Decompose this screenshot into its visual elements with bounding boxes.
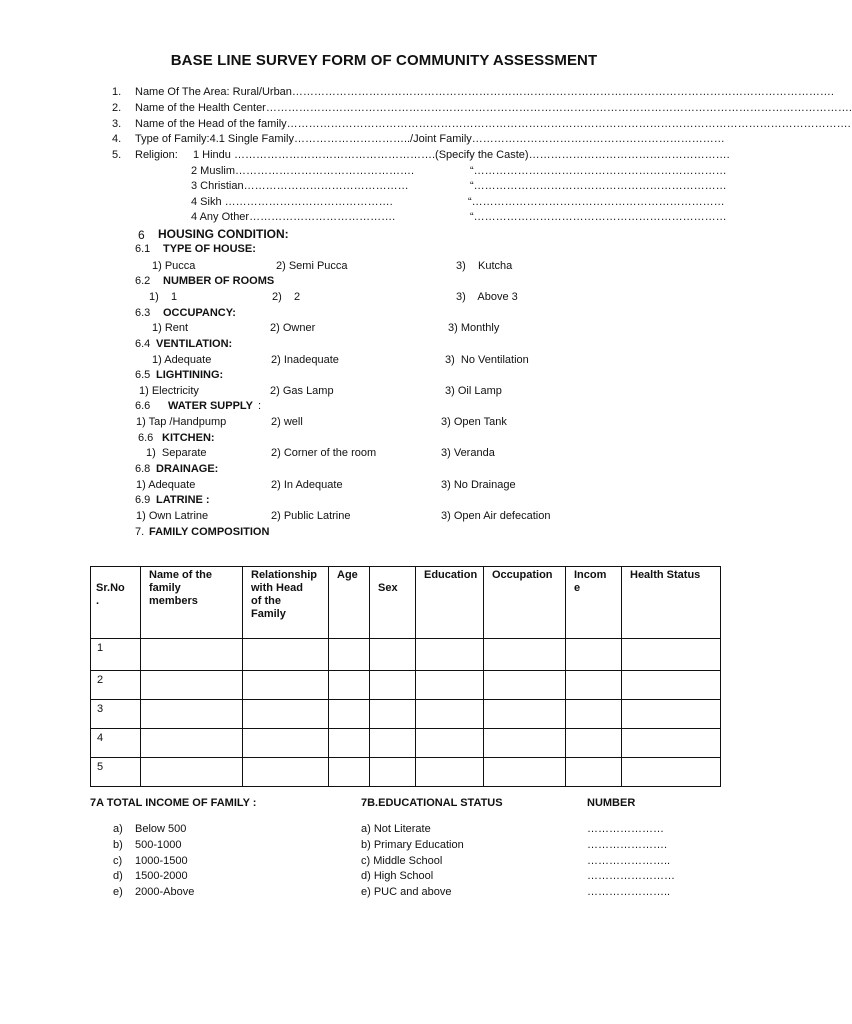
religion-sikh-caste: “…………………………………………………………… bbox=[468, 196, 725, 208]
income-mark-d: d) bbox=[113, 870, 123, 882]
section-6-4-label: VENTILATION: bbox=[156, 338, 233, 350]
table-cell[interactable] bbox=[141, 700, 243, 729]
table-cell[interactable] bbox=[484, 639, 566, 671]
section-6-6-suffix: : bbox=[258, 400, 262, 412]
item-5-text: Religion: bbox=[135, 149, 178, 161]
col-header-age: Age bbox=[329, 567, 370, 639]
religion-christian: 3 Christian……………………………………… bbox=[191, 180, 409, 192]
table-cell[interactable] bbox=[141, 729, 243, 758]
housing-number: 6 bbox=[138, 228, 145, 242]
income-option-d: 1500-2000 bbox=[135, 870, 188, 882]
section-6-5-label: LIGHTINING: bbox=[156, 369, 224, 381]
row-number: 1 bbox=[91, 639, 141, 671]
row-number: 5 bbox=[91, 758, 141, 787]
section-kitchen-number: 6.6 bbox=[138, 432, 154, 444]
religion-muslim: 2 Muslim…………………………………………. bbox=[191, 165, 415, 177]
table-cell[interactable] bbox=[484, 671, 566, 700]
family-composition-table bbox=[90, 566, 721, 787]
table-cell[interactable] bbox=[370, 729, 416, 758]
table-cell[interactable] bbox=[141, 671, 243, 700]
option-6-5-2: 2) Gas Lamp bbox=[270, 385, 334, 397]
option-6-2-2: 2) 2 bbox=[272, 291, 301, 303]
table-row bbox=[91, 700, 721, 729]
table-row bbox=[91, 671, 721, 700]
education-option-c: c) Middle School bbox=[361, 855, 443, 867]
item-2-text: Name of the Health Center……………………………………………………………………………………………………………………………………………. bbox=[135, 102, 852, 114]
table-cell[interactable] bbox=[484, 758, 566, 787]
table-row bbox=[91, 729, 721, 758]
table-cell[interactable] bbox=[416, 700, 484, 729]
education-count-a: ………………… bbox=[587, 823, 664, 835]
table-cell[interactable] bbox=[370, 671, 416, 700]
option-6-2-1: 1) 1 bbox=[149, 291, 178, 303]
table-cell[interactable] bbox=[416, 758, 484, 787]
table-cell[interactable] bbox=[243, 700, 329, 729]
table-cell[interactable] bbox=[416, 639, 484, 671]
option-6-3-2: 2) Owner bbox=[270, 322, 316, 334]
row-number: 3 bbox=[91, 700, 141, 729]
income-mark-b: b) bbox=[113, 839, 123, 851]
option-6-6-3: 3) Open Tank bbox=[441, 416, 507, 428]
table-cell[interactable] bbox=[243, 639, 329, 671]
table-cell[interactable] bbox=[622, 639, 721, 671]
option-6-9-3: 3) Open Air defecation bbox=[441, 510, 551, 522]
table-cell[interactable] bbox=[566, 671, 622, 700]
table-cell[interactable] bbox=[141, 639, 243, 671]
row-number: 2 bbox=[91, 671, 141, 700]
table-cell[interactable] bbox=[566, 758, 622, 787]
income-option-a: Below 500 bbox=[135, 823, 187, 835]
col-header-name: Name of the family members bbox=[141, 567, 243, 639]
table-cell[interactable] bbox=[622, 758, 721, 787]
col-header-sex: Sex bbox=[370, 567, 416, 639]
table-row bbox=[91, 758, 721, 787]
option-6-8-3: 3) No Drainage bbox=[441, 479, 516, 491]
section-6-4-number: 6.4 bbox=[135, 338, 151, 350]
option-6-1-1: 1) Pucca bbox=[152, 260, 196, 272]
table-cell[interactable] bbox=[484, 700, 566, 729]
religion-hindu: 1 Hindu ……………………………………………….(Specify the Caste)………………………………………………. bbox=[193, 149, 730, 161]
option-6-1-3: 3) Kutcha bbox=[456, 260, 513, 272]
section-6-1-label: TYPE OF HOUSE: bbox=[163, 243, 256, 255]
income-option-b: 500-1000 bbox=[135, 839, 182, 851]
table-header-row bbox=[91, 567, 721, 639]
section-6-9-label: LATRINE : bbox=[156, 494, 210, 506]
form-title: BASE LINE SURVEY FORM OF COMMUNITY ASSESSMENT bbox=[170, 52, 598, 69]
table-cell[interactable] bbox=[622, 671, 721, 700]
option-6-3-1: 1) Rent bbox=[152, 322, 189, 334]
item-3-text: Name of the Head of the family………………………………………………………………………………………………………………………………………. bbox=[135, 118, 851, 130]
item-4-number: 4. bbox=[112, 133, 122, 145]
table-cell[interactable] bbox=[566, 729, 622, 758]
section-6-6-label: WATER SUPPLY bbox=[168, 400, 253, 412]
option-6-1-2: 2) Semi Pucca bbox=[276, 260, 348, 272]
option-6-9-1: 1) Own Latrine bbox=[136, 510, 209, 522]
col-header-income: Incom e bbox=[566, 567, 622, 639]
item-5-number: 5. bbox=[112, 149, 122, 161]
income-option-e: 2000-Above bbox=[135, 886, 195, 898]
section-6-3-number: 6.3 bbox=[135, 307, 151, 319]
education-count-e: ………………….. bbox=[587, 886, 671, 898]
table-cell[interactable] bbox=[566, 700, 622, 729]
education-heading: 7B.EDUCATIONAL STATUS bbox=[361, 797, 503, 809]
education-option-b: b) Primary Education bbox=[361, 839, 464, 851]
income-mark-c: c) bbox=[113, 855, 123, 867]
section-6-2-label: NUMBER OF ROOMS bbox=[163, 275, 275, 287]
section-6-2-number: 6.2 bbox=[135, 275, 151, 287]
item-3-number: 3. bbox=[112, 118, 122, 130]
section-6-5-number: 6.5 bbox=[135, 369, 151, 381]
table-cell[interactable] bbox=[370, 758, 416, 787]
section-6-6-number: 6.6 bbox=[135, 400, 151, 412]
education-option-d: d) High School bbox=[361, 870, 434, 882]
item-4-text: Type of Family:4.1 Single Family…………………………../Joint Family…………………………………………………………… bbox=[135, 133, 725, 145]
table-row bbox=[91, 639, 721, 671]
income-mark-e: e) bbox=[113, 886, 123, 898]
section-kitchen-label: KITCHEN: bbox=[162, 432, 215, 444]
option-6-9-2: 2) Public Latrine bbox=[271, 510, 351, 522]
religion-other: 4 Any Other…………………………………. bbox=[191, 211, 396, 223]
education-count-b: …………………. bbox=[587, 839, 668, 851]
table-cell[interactable] bbox=[329, 639, 370, 671]
table-cell[interactable] bbox=[329, 671, 370, 700]
option-6-2-3: 3) Above 3 bbox=[456, 291, 518, 303]
option-6-6-1: 1) Tap /Handpump bbox=[136, 416, 227, 428]
number-heading: NUMBER bbox=[587, 797, 636, 809]
table-cell[interactable] bbox=[243, 729, 329, 758]
religion-sikh: 4 Sikh ………………………………………. bbox=[191, 196, 393, 208]
section-6-8-number: 6.8 bbox=[135, 463, 151, 475]
option-kitchen-3: 3) Veranda bbox=[441, 447, 495, 459]
table-cell[interactable] bbox=[329, 758, 370, 787]
table-cell[interactable] bbox=[329, 729, 370, 758]
family-composition-label: FAMILY COMPOSITION bbox=[149, 526, 270, 538]
table-cell[interactable] bbox=[243, 671, 329, 700]
col-header-sr-no: Sr.No . bbox=[91, 567, 141, 639]
option-kitchen-2: 2) Corner of the room bbox=[271, 447, 377, 459]
section-6-1-number: 6.1 bbox=[135, 243, 151, 255]
option-6-4-1: 1) Adequate bbox=[152, 354, 212, 366]
item-2-number: 2. bbox=[112, 102, 122, 114]
table-cell[interactable] bbox=[141, 758, 243, 787]
option-kitchen-1: 1) Separate bbox=[146, 447, 207, 459]
option-6-4-3: 3) No Ventilation bbox=[445, 354, 529, 366]
education-option-e: e) PUC and above bbox=[361, 886, 452, 898]
table-cell[interactable] bbox=[370, 639, 416, 671]
option-6-6-2: 2) well bbox=[271, 416, 303, 428]
section-6-8-label: DRAINAGE: bbox=[156, 463, 219, 475]
option-6-8-1: 1) Adequate bbox=[136, 479, 196, 491]
option-6-5-3: 3) Oil Lamp bbox=[445, 385, 502, 397]
religion-muslim-caste: “…………………………………………………………… bbox=[470, 165, 727, 177]
col-header-occupation: Occupation bbox=[484, 567, 566, 639]
income-option-c: 1000-1500 bbox=[135, 855, 188, 867]
table-cell[interactable] bbox=[370, 700, 416, 729]
item-1-text: Name Of The Area: Rural/Urban…………………………………………………………………………………………………………………………………. bbox=[135, 86, 834, 98]
section-6-3-label: OCCUPANCY: bbox=[163, 307, 236, 319]
row-number: 4 bbox=[91, 729, 141, 758]
table-cell[interactable] bbox=[416, 671, 484, 700]
table-cell[interactable] bbox=[622, 729, 721, 758]
religion-christian-caste: “…………………………………………………………… bbox=[470, 180, 727, 192]
col-header-education: Education bbox=[416, 567, 484, 639]
option-6-3-3: 3) Monthly bbox=[448, 322, 500, 334]
col-header-health-status: Health Status bbox=[622, 567, 721, 639]
col-header-relationship: Relationship with Head of the Family bbox=[243, 567, 329, 639]
table-cell[interactable] bbox=[416, 729, 484, 758]
item-1-number: 1. bbox=[112, 86, 122, 98]
option-6-5-1: 1) Electricity bbox=[139, 385, 199, 397]
table-cell[interactable] bbox=[566, 639, 622, 671]
education-count-d: …………………… bbox=[587, 870, 675, 882]
religion-other-caste: “…………………………………………………………… bbox=[470, 211, 727, 223]
option-6-8-2: 2) In Adequate bbox=[271, 479, 343, 491]
education-count-c: ………………….. bbox=[587, 855, 671, 867]
table-cell[interactable] bbox=[484, 729, 566, 758]
section-6-9-number: 6.9 bbox=[135, 494, 151, 506]
table-cell[interactable] bbox=[329, 700, 370, 729]
family-composition-number: 7. bbox=[135, 526, 145, 538]
option-6-4-2: 2) Inadequate bbox=[271, 354, 339, 366]
education-option-a: a) Not Literate bbox=[361, 823, 431, 835]
table-cell[interactable] bbox=[243, 758, 329, 787]
table-cell[interactable] bbox=[622, 700, 721, 729]
housing-heading: HOUSING CONDITION: bbox=[158, 227, 289, 241]
income-heading: 7A TOTAL INCOME OF FAMILY : bbox=[90, 797, 257, 809]
income-mark-a: a) bbox=[113, 823, 123, 835]
